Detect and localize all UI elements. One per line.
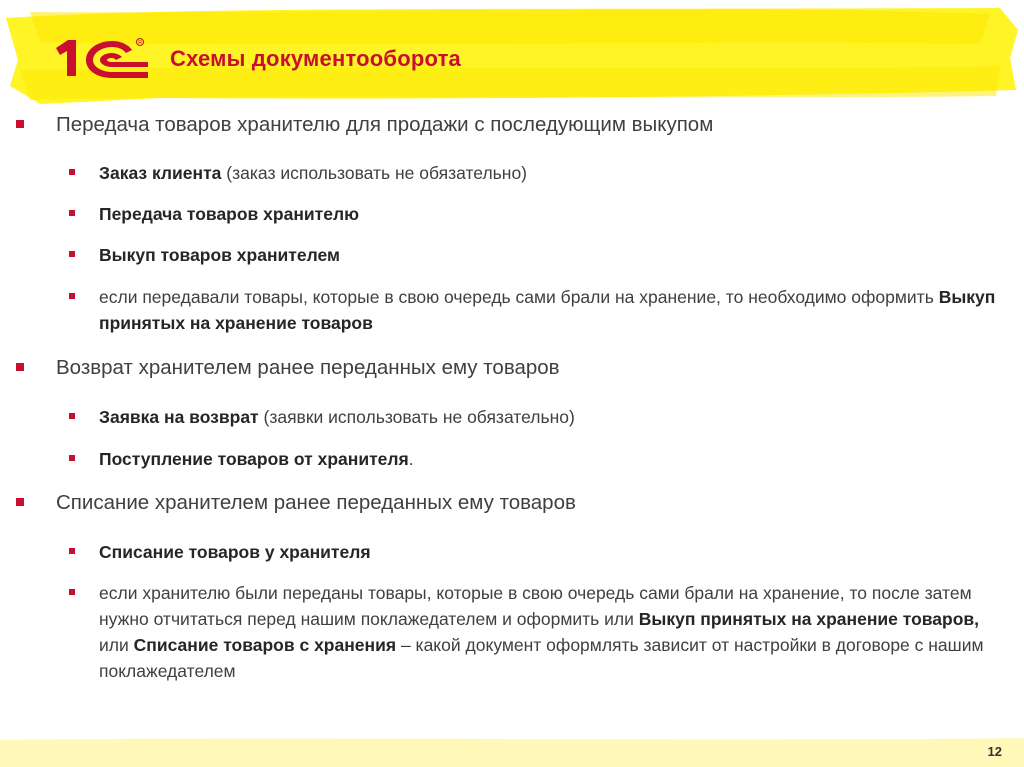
square-bullet-icon xyxy=(16,363,24,371)
item-text: если хранителю были переданы товары, которые в свою очередь сами брали на хранение, то после затем нужно отчитаться перед нашим поклажедателем и оформить или xyxy=(99,583,972,629)
svg-text:R: R xyxy=(138,40,142,46)
item-text: или xyxy=(99,635,134,655)
item-bold: Передача товаров хранителю xyxy=(99,204,360,224)
square-bullet-icon xyxy=(69,455,75,461)
square-bullet-icon xyxy=(16,498,24,506)
square-bullet-icon xyxy=(16,120,24,128)
item-bold: Заявка на возврат xyxy=(99,407,259,427)
item-bold: Списание товаров с хранения xyxy=(133,635,397,655)
list-item xyxy=(99,580,994,684)
item-bold: Заказ клиента xyxy=(99,163,222,183)
item-bold: Выкуп товаров хранителем xyxy=(99,245,340,265)
header-highlight-band xyxy=(0,0,1024,110)
page-title: Схемы документооборота xyxy=(170,46,461,71)
list-item xyxy=(99,539,999,565)
item-text: (заказ использовать не обязательно) xyxy=(221,163,528,183)
square-bullet-icon xyxy=(69,210,75,216)
section-heading-3: Списание хранителем ранее переданных ему товаров xyxy=(56,491,576,515)
item-bold: Поступление товаров от хранителя xyxy=(99,449,409,469)
square-bullet-icon xyxy=(69,548,75,554)
list-item xyxy=(99,284,999,336)
section-heading-2: Возврат хранителем ранее переданных ему товаров xyxy=(56,356,560,380)
section-heading-1: Передача товаров хранителю для продажи с последующим выкупом xyxy=(56,113,713,137)
list-item xyxy=(99,446,999,472)
list-item xyxy=(99,160,999,186)
square-bullet-icon xyxy=(69,169,75,175)
list-item xyxy=(99,404,999,430)
item-text: если передавали товары, которые в свою очередь сами брали на хранение, то необходимо оформить xyxy=(99,287,939,307)
list-item xyxy=(99,201,999,227)
page-number: 12 xyxy=(987,744,1002,759)
1c-logo xyxy=(52,30,152,82)
square-bullet-icon xyxy=(69,413,75,419)
item-bold: Списание товаров у хранителя xyxy=(99,542,371,562)
square-bullet-icon xyxy=(69,251,75,257)
item-bold: Выкуп принятых на хранение товаров xyxy=(99,287,996,333)
square-bullet-icon xyxy=(69,293,75,299)
list-item xyxy=(99,242,999,268)
item-text: – какой документ оформлять зависит от настройки в договоре с нашим поклажедателем xyxy=(99,635,984,681)
footer-highlight-band xyxy=(0,736,1024,767)
item-text: (заявки использовать не обязательно) xyxy=(258,407,575,427)
item-text: . xyxy=(408,449,414,469)
item-bold: Выкуп принятых на хранение товаров, xyxy=(638,609,980,629)
square-bullet-icon xyxy=(69,589,75,595)
